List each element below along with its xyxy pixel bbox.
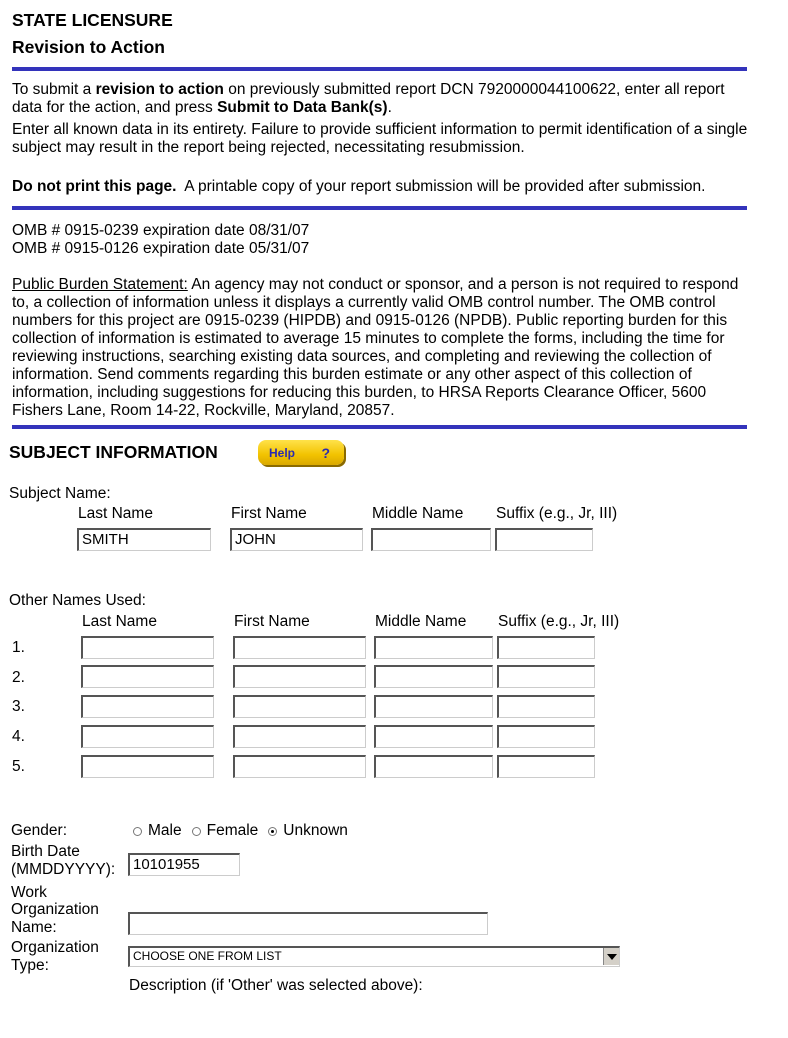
row-number: 5. [12,758,25,775]
other-last-name-input-4[interactable] [81,725,214,748]
public-burden-statement [12,276,750,420]
other-last-name-input-5[interactable] [81,755,214,778]
other-suffix-input-4[interactable] [497,725,595,748]
gender-label: Gender: [11,822,68,839]
row-number: 1. [12,639,25,656]
burden-label: Public Burden Statement: [12,276,188,293]
omb-line-1: OMB # 0915-0239 expiration date 08/31/07 [12,222,310,239]
radio-checked-icon [268,827,277,836]
other-last-name-input-1[interactable] [81,636,214,659]
radio-label: Male [148,822,182,839]
intro-bold: revision to action [95,81,224,98]
other-suffix-input-5[interactable] [497,755,595,778]
other-middle-name-input-2[interactable] [374,665,493,688]
other-last-name-input-3[interactable] [81,695,214,718]
other-first-name-input-4[interactable] [233,725,366,748]
other-middle-name-input-3[interactable] [374,695,493,718]
intro-bold: Submit to Data Bank(s) [217,99,388,116]
subject-middle-name-input[interactable] [371,528,491,551]
no-print-bold: Do not print this page. [12,178,177,195]
other-first-name-input-3[interactable] [233,695,366,718]
section-title: SUBJECT INFORMATION [9,442,218,462]
gender-unknown-radio[interactable] [268,822,348,840]
gender-male-radio[interactable] [133,822,182,840]
burden-text: An agency may not conduct or sponsor, and a person is not required to respond to, a collection of information unless it displays a currently valid OMB control number. The OMB control numbers for this project are 0915-0239 (HIPDB) and 0915-0126 (NPDB). Public reporting burden for this collection of information is estimated to average 15 minutes to complete the forms, including the time for reviewing instructions, searching existing data sources, and completing and reviewing the collection of information. Send comments regarding this burden estimate or any other aspect of this collection of information, including suggestions for reducing this burden, to HRSA Reports Clearance Officer, 5600 Fishers Lane, Room 14-22, Rockville, Maryland, 20857. [12,276,739,419]
help-label: Help [269,445,296,460]
divider [12,206,747,210]
column-header-middle: Middle Name [375,613,467,630]
org-type-select[interactable] [128,946,620,967]
other-first-name-input-5[interactable] [233,755,366,778]
page-title: STATE LICENSURE [12,10,173,30]
subject-last-name-input[interactable]: SMITH [77,528,211,551]
subject-name-label: Subject Name: [9,485,111,502]
column-header-first: First Name [231,505,307,522]
work-org-name-input[interactable] [128,912,488,935]
help-button[interactable] [258,440,344,465]
subject-suffix-input[interactable] [495,528,593,551]
gender-radio-group [133,822,358,840]
other-middle-name-input-5[interactable] [374,755,493,778]
column-header-last: Last Name [78,505,153,522]
column-header-middle: Middle Name [372,505,464,522]
birth-date-label: Birth Date [11,843,80,860]
other-first-name-input-2[interactable] [233,665,366,688]
chevron-down-icon[interactable] [603,948,619,965]
intro-text: To submit a [12,81,96,98]
other-first-name-input-1[interactable] [233,636,366,659]
work-org-label: Work [11,884,47,901]
radio-unchecked-icon [192,827,201,836]
page-subtitle: Revision to Action [12,37,165,57]
intro-instructions [12,81,752,117]
row-number: 2. [12,669,25,686]
other-suffix-input-2[interactable] [497,665,595,688]
no-print-text: A printable copy of your report submission will be provided after submission. [176,178,706,195]
column-header-suffix: Suffix (e.g., Jr, III) [498,613,620,630]
row-number: 3. [12,698,25,715]
description-label: Description (if 'Other' was selected above): [129,977,423,994]
org-type-selected-value: CHOOSE ONE FROM LIST [133,949,282,963]
birth-date-format-label: (MMDDYYYY): [11,861,116,878]
org-type-label: Organization [11,939,99,956]
other-suffix-input-3[interactable] [497,695,595,718]
org-type-label: Type: [11,957,49,974]
work-org-label: Organization [11,901,99,918]
other-names-label: Other Names Used: [9,592,146,609]
divider [12,67,747,71]
no-print-notice [12,178,752,196]
column-header-last: Last Name [82,613,157,630]
divider [12,425,747,429]
other-suffix-input-1[interactable] [497,636,595,659]
omb-line-2: OMB # 0915-0126 expiration date 05/31/07 [12,240,310,257]
row-number: 4. [12,728,25,745]
birth-date-input[interactable]: 10101955 [128,853,240,876]
other-middle-name-input-4[interactable] [374,725,493,748]
other-middle-name-input-1[interactable] [374,636,493,659]
question-icon: ? [321,444,330,461]
subject-first-name-input[interactable]: JOHN [230,528,363,551]
intro-warning: Enter all known data in its entirety. Failure to provide sufficient information to permit identification of a single subject may result in the report being rejected, necessitating resubmission. [12,121,748,156]
radio-label: Female [206,822,259,839]
intro-text: on previously submitted report DCN 7920000044100622, enter all report data for the action, and press [12,81,725,116]
intro-text: . [387,99,392,116]
work-org-label: Name: [11,919,57,936]
radio-unchecked-icon [133,827,142,836]
column-header-suffix: Suffix (e.g., Jr, III) [496,505,618,522]
other-last-name-input-2[interactable] [81,665,214,688]
column-header-first: First Name [234,613,310,630]
gender-female-radio[interactable] [192,822,259,840]
radio-label: Unknown [283,822,348,839]
